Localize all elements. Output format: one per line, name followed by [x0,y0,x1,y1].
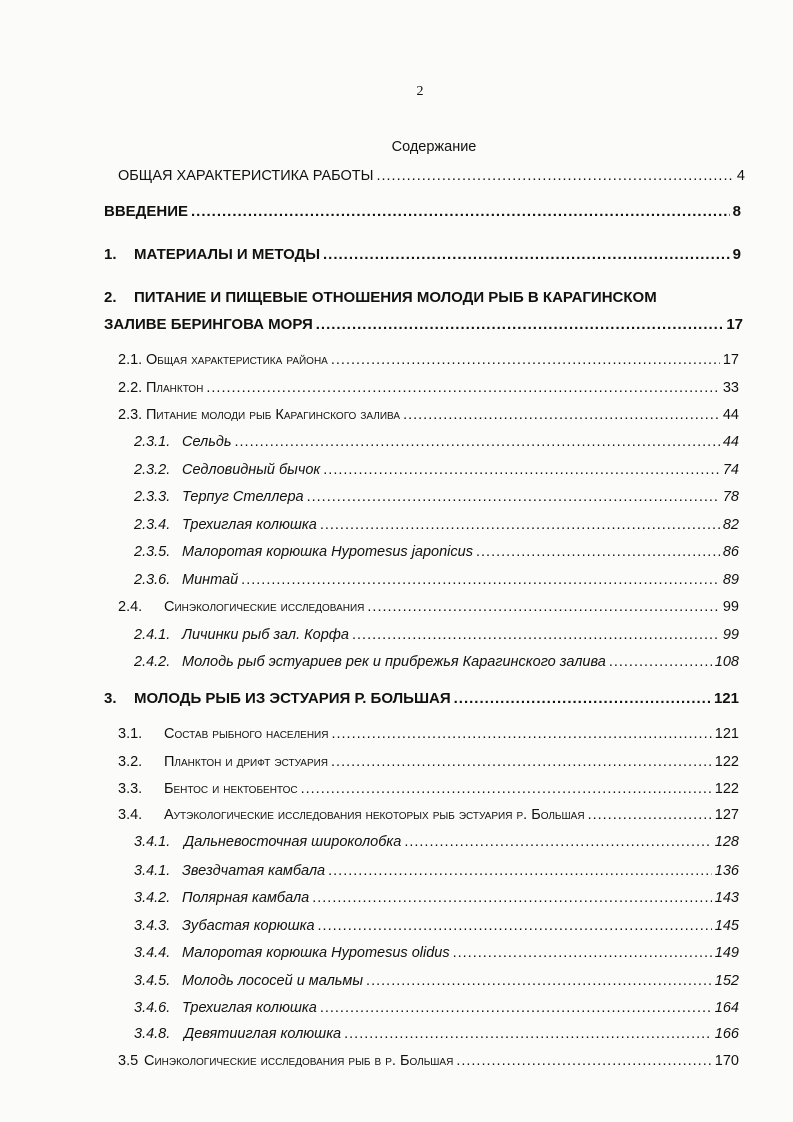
toc-entry-page: 74 [722,462,739,478]
toc-entry[interactable] [118,1052,739,1070]
toc-entry[interactable] [134,461,739,479]
toc-entry[interactable] [118,753,739,771]
toc-entry-label: Аутэкологические исследования некоторых рыб эстуария р. Большая [164,807,585,823]
toc-entry-page: 122 [714,781,739,797]
toc-entry-label: Общая характеристика района [146,352,328,368]
toc-entry[interactable] [118,598,739,616]
toc-entry-label: Синэкологические исследования рыб в р. Большая [144,1053,454,1069]
toc-entry-number: 3.2. [118,754,143,770]
toc-entry-number: 3.4.2. [134,890,171,906]
toc-entry-label: Седловидный бычок [182,462,321,478]
toc-entry[interactable] [118,806,739,824]
page-number: 2 [416,84,424,99]
dot-leader [206,379,719,397]
toc-entry-label: Молодь рыб эстуариев рек и прибрежья Карагинского залива [182,654,606,670]
toc-entry-number: 3.4.8. [134,1026,171,1042]
toc-entry-page: 99 [722,599,739,615]
toc-entry-label: Бентос и нектобентос [164,781,298,797]
toc-entry-label: МАТЕРИАЛЫ И МЕТОДЫ [134,246,321,263]
toc-entry[interactable] [104,316,743,334]
toc-entry-label: Трехиглая колюшка [182,517,317,533]
toc-entry[interactable] [104,203,741,221]
toc-entry[interactable] [118,725,739,743]
dot-leader [307,488,720,506]
toc-entry-label: Личинки рыб зал. Корфа [182,627,349,643]
toc-entry-page: 33 [722,380,739,396]
dot-leader [456,1052,711,1070]
toc-entry-number: 3.3. [118,781,143,797]
dot-leader [301,780,712,798]
toc-entry-number: 3.4.6. [134,1000,171,1016]
toc-entry-number: 2.4.2. [134,654,171,670]
toc-entry-number: 3.1. [118,726,143,742]
toc-entry-label: Планктон и дрифт эстуария [164,754,329,770]
toc-entry-number: 3.4.5. [134,973,171,989]
toc-entry-number: 2.3. [118,407,143,423]
toc-entry-number: 3.4.1. [134,863,171,879]
toc-entry-page: 9 [732,246,741,263]
toc-entry-label: Малоротая корюшка Hypomesus japonicus [182,544,473,560]
dot-leader [453,944,712,962]
toc-entry-label: Трехиглая колюшка [182,1000,317,1016]
toc-entry[interactable] [134,833,739,851]
toc-entry-number: 3.5 [118,1053,139,1069]
toc-entry-page: 149 [714,945,739,961]
toc-entry-number: 2.3.3. [134,489,171,505]
toc-entry-label: Синэкологические исследования [164,599,365,615]
toc-entry-label: Молодь лососей и мальмы [182,973,364,989]
toc-entry-number: 2.3.4. [134,517,171,533]
toc-entry[interactable] [134,626,739,644]
toc-entry-page: 122 [714,754,739,770]
toc-entry[interactable] [134,999,739,1017]
toc-entry-number: 3.4.1. [134,834,171,850]
toc-entry-page: 17 [726,316,743,333]
dot-leader [323,246,730,264]
toc-entry-page: 136 [714,863,739,879]
dot-leader [367,598,719,616]
dot-leader [609,653,712,671]
toc-entry-page: 4 [736,168,745,184]
toc-entry-page: 8 [732,203,741,220]
toc-entry-label: Звездчатая камбала [182,863,326,879]
toc-entry[interactable] [118,780,739,798]
toc-entry-page: 108 [714,654,739,670]
dot-leader [454,690,711,708]
toc-entry[interactable] [104,246,741,264]
toc-entry-label: Сельдь [182,434,232,450]
toc-entry-number: 3.4. [118,807,143,823]
toc-entry-label: МОЛОДЬ РЫБ ИЗ ЭСТУАРИЯ Р. БОЛЬШАЯ [134,690,451,707]
dot-leader [331,753,712,771]
dot-leader [344,1025,712,1043]
toc-entry-page: 121 [713,690,739,707]
dot-leader [331,351,720,369]
toc-entry-label: ВВЕДЕНИЕ [104,203,188,220]
toc-entry-number: 2.3.2. [134,462,171,478]
toc-entry[interactable] [134,653,739,671]
toc-entry-page: 99 [722,627,739,643]
toc-entry[interactable] [134,889,739,907]
toc-entry-number: 2.3.1. [134,434,171,450]
toc-entry[interactable] [134,1025,739,1043]
toc-entry[interactable] [134,433,739,451]
toc-entry-page: 44 [722,434,739,450]
toc-entry-page: 145 [714,918,739,934]
toc-entry-label-line1: ПИТАНИЕ И ПИЩЕВЫЕ ОТНОШЕНИЯ МОЛОДИ РЫБ В КАРАГИНСКОМ [134,289,657,306]
toc-entry-number: 2.4. [118,599,143,615]
dot-leader [318,917,712,935]
toc-entry-heading-line[interactable] [104,289,657,307]
dot-leader [328,862,712,880]
toc-entry-number: 2.4.1. [134,627,171,643]
toc-entry[interactable] [134,862,739,880]
toc-entry[interactable] [134,516,739,534]
toc-entry-page: 128 [714,834,739,850]
toc-entry-number: 1. [104,246,117,263]
dot-leader [403,406,720,424]
toc-entry[interactable] [134,543,739,561]
dot-leader [312,889,712,907]
toc-entry[interactable] [118,167,745,185]
toc-entry-label: Состав рыбного населения [164,726,329,742]
toc-entry-page: 82 [722,517,739,533]
toc-entry-page: 78 [722,489,739,505]
toc-entry[interactable] [134,972,739,990]
toc-entry-number: 2.3.6. [134,572,171,588]
dot-leader [588,806,712,824]
toc-entry-label: Минтай [182,572,239,588]
toc-entry-label: ЗАЛИВЕ БЕРИНГОВА МОРЯ [104,316,313,333]
dot-leader [404,833,711,851]
toc-entry-page: 166 [714,1026,739,1042]
toc-entry-page: 152 [714,973,739,989]
toc-entry-number: 3.4.3. [134,918,171,934]
dot-leader [366,972,712,990]
toc-entry-label: Малоротая корюшка Hypomesus olidus [182,945,450,961]
toc-entry[interactable] [118,406,739,424]
toc-entry-label: Девятииглая колюшка [184,1026,342,1042]
toc-entry[interactable] [118,379,739,397]
toc-entry-label: Терпуг Стеллера [182,489,304,505]
toc-entry-number: 3. [104,690,117,707]
toc-entry-page: 170 [714,1053,739,1069]
dot-leader [316,316,724,334]
toc-entry[interactable] [118,351,739,369]
dot-leader [320,516,720,534]
toc-entry[interactable] [134,488,739,506]
dot-leader [323,461,720,479]
dot-leader [476,543,720,561]
toc-entry-page: 86 [722,544,739,560]
toc-entry-page: 164 [714,1000,739,1016]
toc-entry-label: Питание молоди рыб Карагинского залива [146,407,401,423]
toc-entry[interactable] [134,571,739,589]
toc-entry-label: Зубастая корюшка [182,918,315,934]
toc-entry-number: 3.4.4. [134,945,171,961]
toc-entry-page: 89 [722,572,739,588]
dot-leader [241,571,720,589]
dot-leader [376,167,733,185]
toc-entry-label: Планктон [146,380,204,396]
toc-entry-page: 44 [722,407,739,423]
dot-leader [331,725,711,743]
toc-entry[interactable] [134,917,739,935]
toc-entry[interactable] [104,690,739,708]
toc-entry-page: 121 [714,726,739,742]
toc-entry-number: 2. [104,289,117,306]
toc-entry-label: Полярная камбала [182,890,310,906]
toc-entry-page: 127 [714,807,739,823]
dot-leader [352,626,720,644]
toc-entry-page: 17 [722,352,739,368]
toc-entry-number: 2.3.5. [134,544,171,560]
toc-entry-label: Дальневосточная широколобка [184,834,402,850]
toc-entry-number: 2.2. [118,380,143,396]
toc-entry-label: ОБЩАЯ ХАРАКТЕРИСТИКА РАБОТЫ [118,168,374,184]
toc-entry-number: 2.1. [118,352,143,368]
dot-leader [320,999,712,1017]
toc-title: Содержание [391,139,477,155]
toc-entry[interactable] [134,944,739,962]
toc-entry-page: 143 [714,890,739,906]
dot-leader [235,433,720,451]
dot-leader [191,203,730,221]
